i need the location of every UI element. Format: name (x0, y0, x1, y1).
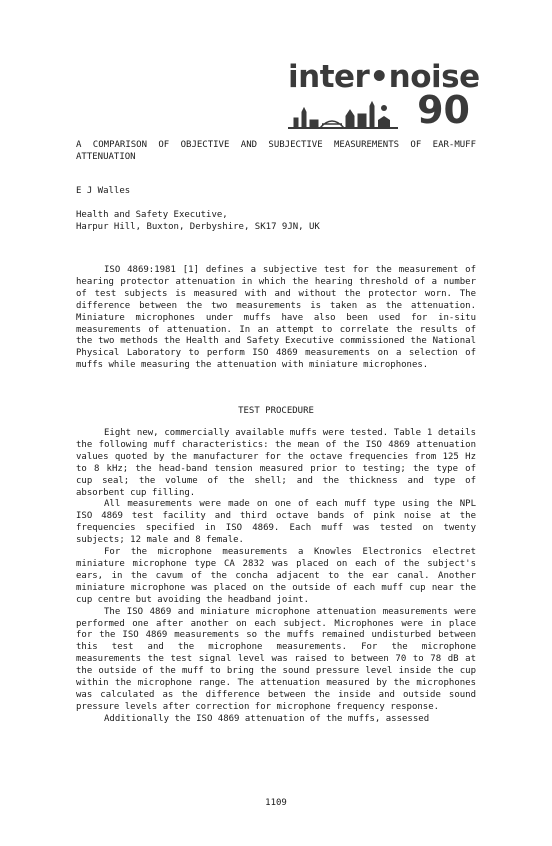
affiliation-org: Health and Safety Executive, (76, 210, 228, 220)
author-name: E J Walles (76, 186, 131, 196)
skyline-icon (288, 94, 398, 130)
section-heading: TEST PROCEDURE (238, 406, 314, 416)
body-paragraph: Additionally the ISO 4869 attenuation of the muffs, assessed (104, 713, 430, 724)
body-paragraph: Eight new, commercially available muffs were tested. Table 1 details the following muff characteristics: the mean of the ISO 4869 attenuation values quoted by the manufacturer for the octave frequencies from 125 Hz to 8 kHz; the head-band tension measured prior to testing; the type of cup seal; the volume of the shell; and the thickness and type of absorbent cup filling. (76, 428, 476, 498)
body-paragraph: All measurements were made on one of each muff type using the NPL ISO 4869 test facility and third octave bands of pink noise at the frequencies specified in ISO 4869. Each muff was tested on twenty subjects; 12 male and 8 female. (76, 499, 476, 546)
body-paragraph: The ISO 4869 and miniature microphone attenuation measurements were performed one after another on each subject. Microphones were in place for the ISO 4869 measurements so the muffs remained undisturbed between this test and the microphone measurements. For the microphone measurements the test signal level was raised to between 70 to 78 dB at the outside of the muff to bring the sound pressure level inside the cup within the microphone range. The attenuation measured by the microphones was calculated as the difference between the inside and outside sound pressure levels after correction for microphone frequency response. (76, 606, 476, 712)
paper-title: A COMPARISON OF OBJECTIVE AND SUBJECTIVE MEASUREMENTS OF EAR-MUFF ATTENUATION (76, 140, 476, 162)
body-paragraph: For the microphone measurements a Knowles Electronics electret miniature microphone type CA 2832 was placed on each of the subject's ears, in the cavum of the concha adjacent to the ear canal. Another miniature microphone was placed on the outside of each muff cup near the cup centre but avoiding the headband joint. (76, 547, 476, 605)
body-text (76, 428, 476, 726)
affiliation-address: Harpur Hill, Buxton, Derbyshire, SK17 9JN, UK (76, 222, 320, 232)
intro-paragraph: ISO 4869:1981 [1] defines a subjective test for the measurement of hearing protector attenuation in which the hearing threshold of a number of test subjects is measured with and without the protector worn. The difference between the two measurements is taken as the attenuation. Miniature microphones under muffs have also been used for in-situ measurements of attenuation. In an attempt to correlate the results of the two methods the Health and Safety Executive commissioned the National Physical Laboratory to perform ISO 4869 measurements on a selection of muffs while measuring the attenuation with miniature microphones. (76, 265, 476, 371)
conference-logo (288, 59, 480, 132)
logo-year: 90 (417, 88, 470, 132)
logo-brand: inter•noise (288, 59, 480, 95)
page-number: 1109 (265, 798, 287, 808)
